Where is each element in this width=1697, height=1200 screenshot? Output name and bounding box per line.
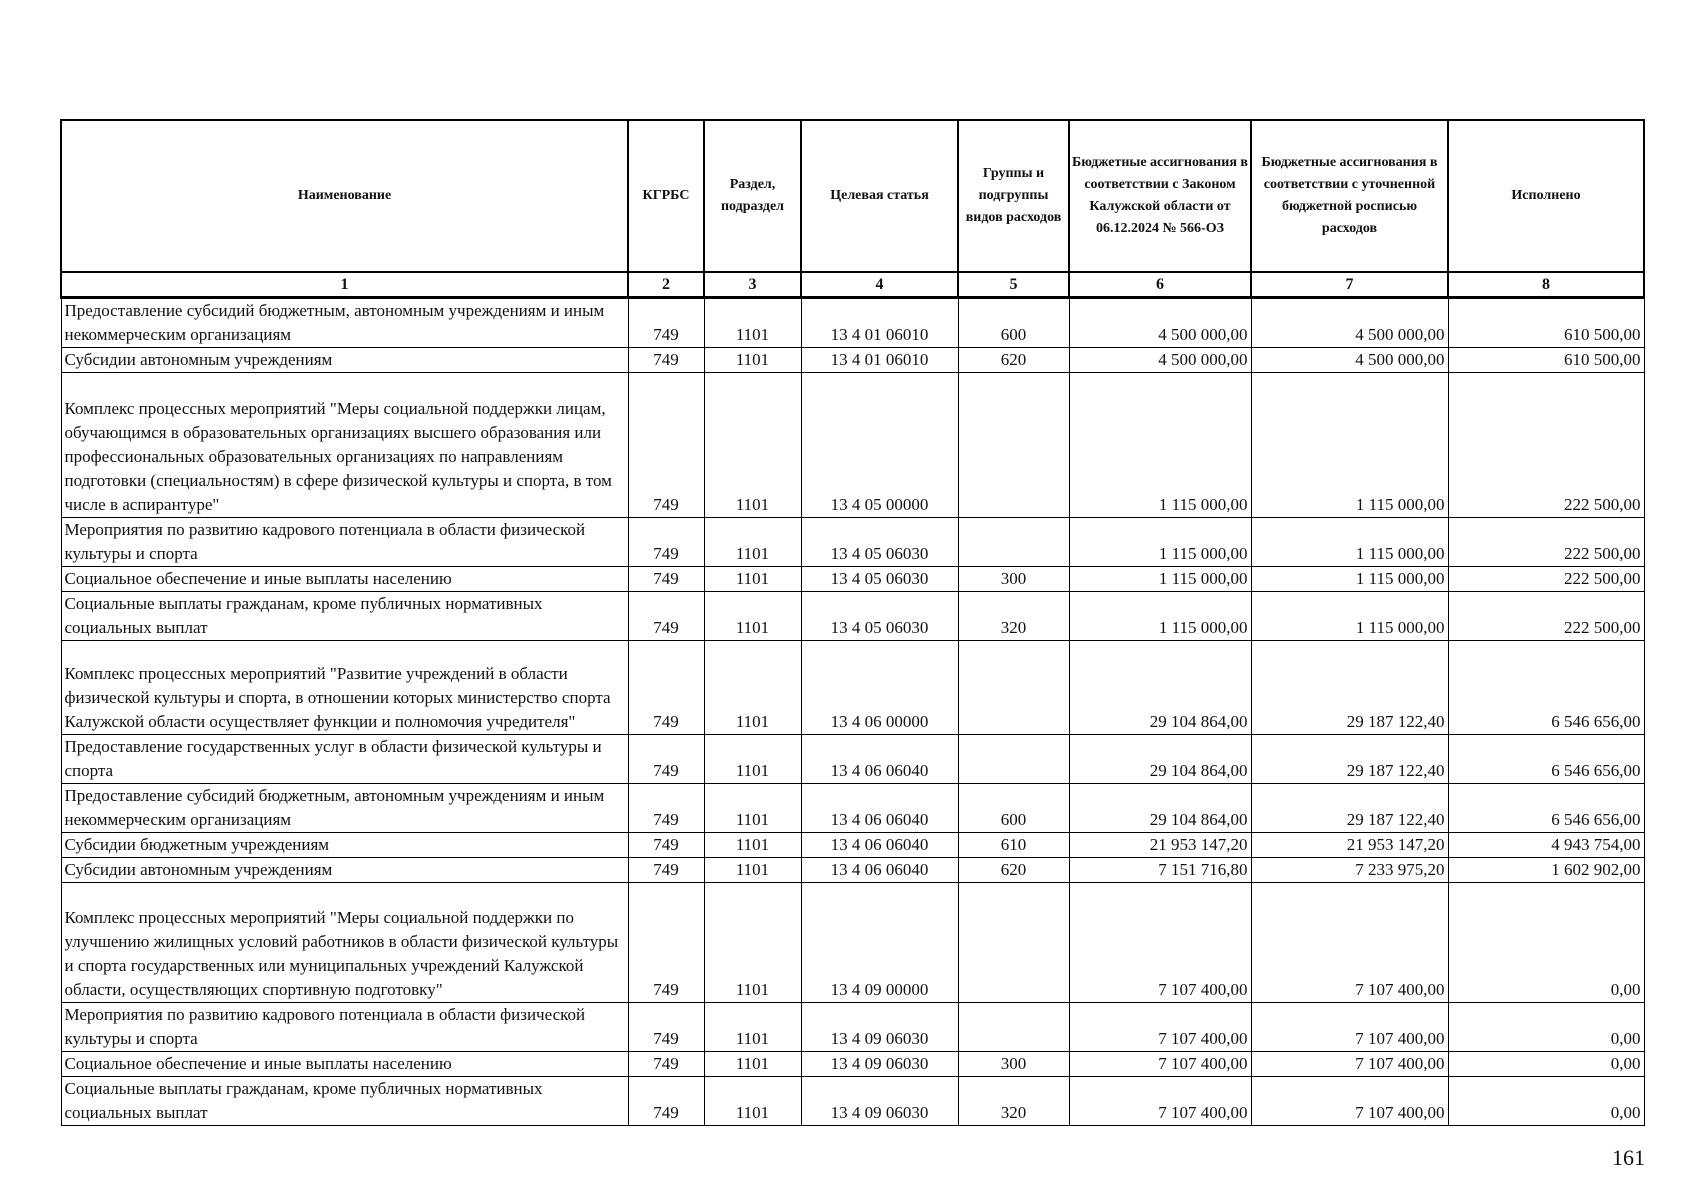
column-number: 1	[61, 272, 628, 298]
table-row	[61, 784, 1644, 833]
row-razdel: 1101	[704, 833, 801, 858]
row-target-article: 13 4 09 06030	[801, 1003, 958, 1052]
row-razdel: 1101	[704, 567, 801, 592]
row-kgrbs: 749	[628, 567, 704, 592]
row-target-article: 13 4 06 06040	[801, 858, 958, 883]
budget-table-wrapper	[60, 119, 1643, 1126]
row-name: Социальные выплаты гражданам, кроме публичных нормативных социальных выплат	[61, 1077, 628, 1126]
row-law-allocations: 29 104 864,00	[1069, 735, 1251, 784]
row-expense-group: 610	[958, 833, 1069, 858]
row-schedule-allocations: 7 107 400,00	[1251, 1003, 1448, 1052]
row-razdel: 1101	[704, 348, 801, 373]
row-law-allocations: 4 500 000,00	[1069, 298, 1251, 348]
row-target-article: 13 4 06 06040	[801, 735, 958, 784]
table-row	[61, 833, 1644, 858]
row-law-allocations: 29 104 864,00	[1069, 784, 1251, 833]
row-razdel: 1101	[704, 1052, 801, 1077]
row-expense-group: 620	[958, 348, 1069, 373]
row-name: Предоставление субсидий бюджетным, автономным учреждениям и иным некоммерческим организациям	[61, 784, 628, 833]
column-number: 4	[801, 272, 958, 298]
row-kgrbs: 749	[628, 592, 704, 641]
row-expense-group	[958, 883, 1069, 1003]
row-schedule-allocations: 29 187 122,40	[1251, 735, 1448, 784]
row-kgrbs: 749	[628, 883, 704, 1003]
row-schedule-allocations: 1 115 000,00	[1251, 373, 1448, 518]
row-razdel: 1101	[704, 858, 801, 883]
row-law-allocations: 1 115 000,00	[1069, 567, 1251, 592]
row-name: Субсидии бюджетным учреждениям	[61, 833, 628, 858]
row-target-article: 13 4 06 00000	[801, 641, 958, 735]
row-law-allocations: 7 107 400,00	[1069, 883, 1251, 1003]
row-name: Предоставление субсидий бюджетным, автономным учреждениям и иным некоммерческим организациям	[61, 298, 628, 348]
row-target-article: 13 4 09 06030	[801, 1052, 958, 1077]
row-executed: 610 500,00	[1448, 298, 1644, 348]
column-number: 3	[704, 272, 801, 298]
header-schedule-allocations: Бюджетные ассигнования в соответствии с уточненной бюджетной росписью расходов	[1251, 120, 1448, 272]
column-number-row	[61, 272, 1644, 298]
row-name: Комплекс процессных мероприятий "Меры социальной поддержки по улучшению жилищных условий работников в области физической культуры и спорта государственных или муниципальных учреждений Калужской области, осуществляющих спортивную подготовку"	[61, 883, 628, 1003]
table-row	[61, 1052, 1644, 1077]
row-kgrbs: 749	[628, 518, 704, 567]
header-expense-group: Группы и подгруппы видов расходов	[958, 120, 1069, 272]
row-kgrbs: 749	[628, 858, 704, 883]
row-law-allocations: 1 115 000,00	[1069, 518, 1251, 567]
row-executed: 6 546 656,00	[1448, 784, 1644, 833]
row-kgrbs: 749	[628, 735, 704, 784]
row-razdel: 1101	[704, 883, 801, 1003]
table-body	[61, 298, 1644, 1126]
row-schedule-allocations: 7 233 975,20	[1251, 858, 1448, 883]
row-name: Комплекс процессных мероприятий "Меры социальной поддержки лицам, обучающимся в образовательных организациях высшего образования или профессиональных образовательных организациях по направлениям подготовки (специальностям) в сфере физической культуры и спорта, в том числе в аспирантуре"	[61, 373, 628, 518]
row-kgrbs: 749	[628, 298, 704, 348]
row-schedule-allocations: 29 187 122,40	[1251, 784, 1448, 833]
row-executed: 0,00	[1448, 1077, 1644, 1126]
row-law-allocations: 1 115 000,00	[1069, 592, 1251, 641]
table-row	[61, 348, 1644, 373]
row-expense-group: 620	[958, 858, 1069, 883]
row-expense-group: 600	[958, 298, 1069, 348]
row-schedule-allocations: 7 107 400,00	[1251, 883, 1448, 1003]
row-law-allocations: 29 104 864,00	[1069, 641, 1251, 735]
row-law-allocations: 1 115 000,00	[1069, 373, 1251, 518]
table-header	[61, 120, 1644, 298]
row-executed: 6 546 656,00	[1448, 735, 1644, 784]
row-law-allocations: 7 107 400,00	[1069, 1052, 1251, 1077]
row-executed: 1 602 902,00	[1448, 858, 1644, 883]
row-name: Субсидии автономным учреждениям	[61, 858, 628, 883]
header-row	[61, 120, 1644, 272]
row-schedule-allocations: 29 187 122,40	[1251, 641, 1448, 735]
header-name: Наименование	[61, 120, 628, 272]
row-kgrbs: 749	[628, 348, 704, 373]
row-name: Комплекс процессных мероприятий "Развитие учреждений в области физической культуры и спорта, в отношении которых министерство спорта Калужской области осуществляет функции и полномочия учредителя"	[61, 641, 628, 735]
row-executed: 6 546 656,00	[1448, 641, 1644, 735]
row-schedule-allocations: 7 107 400,00	[1251, 1052, 1448, 1077]
table-row	[61, 1003, 1644, 1052]
column-number: 5	[958, 272, 1069, 298]
header-executed: Исполнено	[1448, 120, 1644, 272]
row-razdel: 1101	[704, 784, 801, 833]
table-row	[61, 592, 1644, 641]
header-target-article: Целевая статья	[801, 120, 958, 272]
row-schedule-allocations: 1 115 000,00	[1251, 592, 1448, 641]
row-kgrbs: 749	[628, 373, 704, 518]
row-expense-group: 300	[958, 1052, 1069, 1077]
table-row	[61, 858, 1644, 883]
row-razdel: 1101	[704, 1077, 801, 1126]
budget-table	[60, 119, 1645, 1126]
row-target-article: 13 4 05 06030	[801, 518, 958, 567]
row-schedule-allocations: 1 115 000,00	[1251, 518, 1448, 567]
column-number: 6	[1069, 272, 1251, 298]
row-name: Социальное обеспечение и иные выплаты населению	[61, 1052, 628, 1077]
row-razdel: 1101	[704, 1003, 801, 1052]
row-razdel: 1101	[704, 298, 801, 348]
row-target-article: 13 4 01 06010	[801, 348, 958, 373]
row-name: Предоставление государственных услуг в области физической культуры и спорта	[61, 735, 628, 784]
page-number: 161	[1612, 1145, 1645, 1170]
row-schedule-allocations: 4 500 000,00	[1251, 348, 1448, 373]
row-target-article: 13 4 09 00000	[801, 883, 958, 1003]
row-expense-group	[958, 373, 1069, 518]
row-schedule-allocations: 21 953 147,20	[1251, 833, 1448, 858]
row-expense-group	[958, 641, 1069, 735]
table-row	[61, 641, 1644, 735]
row-razdel: 1101	[704, 592, 801, 641]
row-expense-group: 320	[958, 592, 1069, 641]
table-row	[61, 883, 1644, 1003]
row-law-allocations: 21 953 147,20	[1069, 833, 1251, 858]
header-razdel: Раздел, подраздел	[704, 120, 801, 272]
row-kgrbs: 749	[628, 641, 704, 735]
row-name: Мероприятия по развитию кадрового потенциала в области физической культуры и спорта	[61, 518, 628, 567]
row-law-allocations: 7 151 716,80	[1069, 858, 1251, 883]
row-kgrbs: 749	[628, 1052, 704, 1077]
table-row	[61, 567, 1644, 592]
row-name: Социальное обеспечение и иные выплаты населению	[61, 567, 628, 592]
column-number: 8	[1448, 272, 1644, 298]
table-row	[61, 373, 1644, 518]
row-schedule-allocations: 7 107 400,00	[1251, 1077, 1448, 1126]
row-executed: 0,00	[1448, 883, 1644, 1003]
header-law-allocations: Бюджетные ассигнования в соответствии с Законом Калужской области от 06.12.2024 № 566-ОЗ	[1069, 120, 1251, 272]
row-law-allocations: 4 500 000,00	[1069, 348, 1251, 373]
row-expense-group	[958, 735, 1069, 784]
row-executed: 222 500,00	[1448, 518, 1644, 567]
row-target-article: 13 4 05 06030	[801, 592, 958, 641]
table-row	[61, 1077, 1644, 1126]
table-row	[61, 298, 1644, 348]
row-razdel: 1101	[704, 735, 801, 784]
row-name: Социальные выплаты гражданам, кроме публичных нормативных социальных выплат	[61, 592, 628, 641]
row-razdel: 1101	[704, 641, 801, 735]
row-expense-group: 320	[958, 1077, 1069, 1126]
table-row	[61, 735, 1644, 784]
row-expense-group	[958, 1003, 1069, 1052]
row-executed: 610 500,00	[1448, 348, 1644, 373]
row-kgrbs: 749	[628, 1077, 704, 1126]
row-kgrbs: 749	[628, 784, 704, 833]
row-law-allocations: 7 107 400,00	[1069, 1077, 1251, 1126]
row-executed: 0,00	[1448, 1052, 1644, 1077]
row-name: Субсидии автономным учреждениям	[61, 348, 628, 373]
row-target-article: 13 4 05 00000	[801, 373, 958, 518]
row-schedule-allocations: 4 500 000,00	[1251, 298, 1448, 348]
row-razdel: 1101	[704, 518, 801, 567]
row-expense-group: 600	[958, 784, 1069, 833]
row-target-article: 13 4 06 06040	[801, 784, 958, 833]
row-executed: 0,00	[1448, 1003, 1644, 1052]
row-schedule-allocations: 1 115 000,00	[1251, 567, 1448, 592]
header-kgrbs: КГРБС	[628, 120, 704, 272]
row-kgrbs: 749	[628, 833, 704, 858]
row-expense-group	[958, 518, 1069, 567]
row-law-allocations: 7 107 400,00	[1069, 1003, 1251, 1052]
row-name: Мероприятия по развитию кадрового потенциала в области физической культуры и спорта	[61, 1003, 628, 1052]
row-expense-group: 300	[958, 567, 1069, 592]
row-kgrbs: 749	[628, 1003, 704, 1052]
column-number: 7	[1251, 272, 1448, 298]
row-executed: 222 500,00	[1448, 567, 1644, 592]
row-razdel: 1101	[704, 373, 801, 518]
table-row	[61, 518, 1644, 567]
row-executed: 222 500,00	[1448, 592, 1644, 641]
row-target-article: 13 4 01 06010	[801, 298, 958, 348]
row-target-article: 13 4 06 06040	[801, 833, 958, 858]
row-target-article: 13 4 05 06030	[801, 567, 958, 592]
row-executed: 222 500,00	[1448, 373, 1644, 518]
column-number: 2	[628, 272, 704, 298]
row-executed: 4 943 754,00	[1448, 833, 1644, 858]
row-target-article: 13 4 09 06030	[801, 1077, 958, 1126]
